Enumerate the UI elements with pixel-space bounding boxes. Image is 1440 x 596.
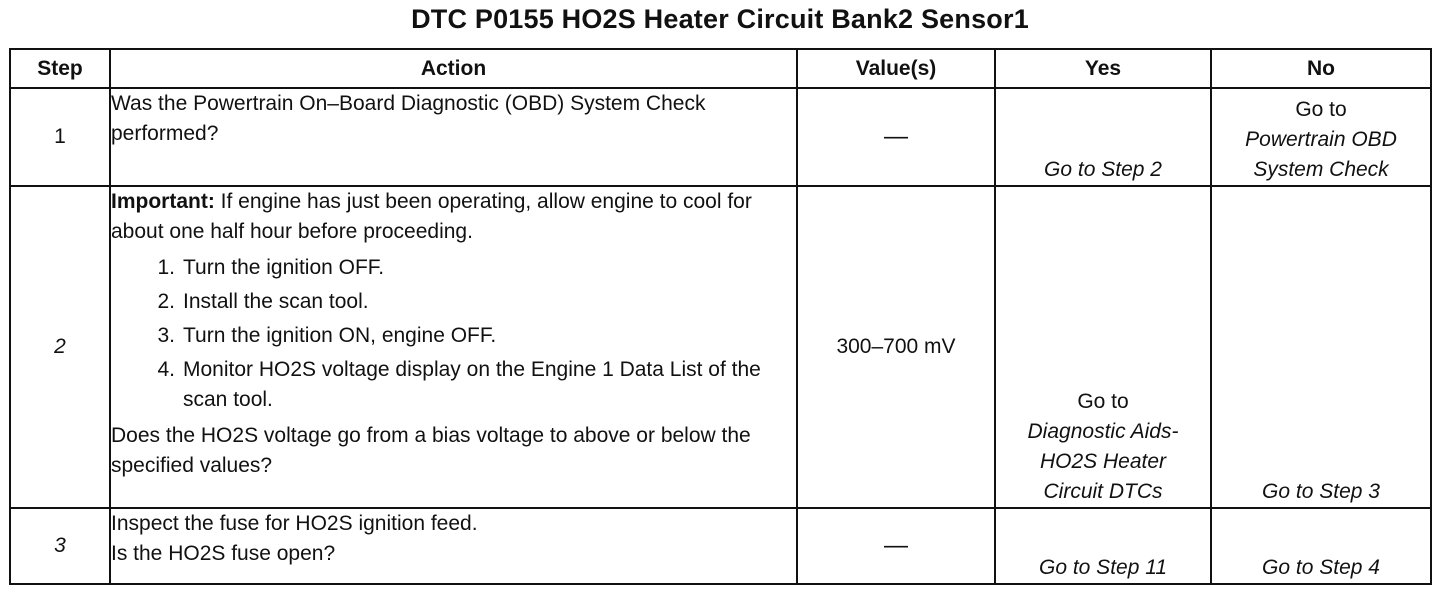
no-cell: Go to Step 3 (1211, 186, 1431, 508)
no-cell (1211, 88, 1431, 186)
value-cell (797, 508, 995, 584)
value-text: — (884, 531, 908, 559)
list-item (111, 253, 796, 283)
table-row (10, 88, 1431, 186)
question-text: Does the HO2S voltage go from a bias voltage to above or below the specified values? (111, 424, 751, 477)
no-text: Go to (1295, 98, 1347, 121)
yes-cell: Go to Step 11 (995, 508, 1211, 584)
action-cell (110, 186, 797, 508)
substep-number: 3. (157, 324, 175, 347)
list-item (111, 321, 796, 351)
step-number: 3 (10, 508, 110, 584)
substep-number: 4. (157, 358, 175, 381)
value-cell (797, 88, 995, 186)
action-cell (110, 508, 797, 584)
no-cell: Go to Step 4 (1211, 508, 1431, 584)
header-action: Action (110, 49, 797, 88)
yes-link: Diagnostic Aids- (1027, 420, 1179, 443)
step-number: 2 (10, 186, 110, 508)
important-label: Important: (111, 190, 215, 213)
header-step: Step (10, 49, 110, 88)
yes-link: Circuit DTCs (1043, 480, 1163, 503)
yes-cell: Go to Step 2 (995, 88, 1211, 186)
substep-text: Monitor HO2S voltage display on the Engine 1 Data List of the scan tool. (183, 358, 761, 411)
page-title: DTC P0155 HO2S Heater Circuit Bank2 Sensor1 (411, 4, 1029, 34)
action-cell: Was the Powertrain On–Board Diagnostic (OBD) System Check performed? (110, 88, 797, 186)
diagnostic-table (9, 48, 1432, 585)
header-values: Value(s) (797, 49, 995, 88)
value-text: — (884, 122, 908, 150)
no-link: Powertrain OBD (1245, 128, 1397, 151)
substep-number: 2. (157, 290, 175, 313)
substep-text: Turn the ignition ON, engine OFF. (183, 324, 497, 347)
yes-link: HO2S Heater (1039, 450, 1167, 473)
substep-text: Turn the ignition OFF. (183, 256, 385, 279)
table-row (10, 508, 1431, 584)
header-no: No (1211, 49, 1431, 88)
list-item (111, 355, 796, 415)
no-link: System Check (1253, 158, 1389, 181)
yes-cell (995, 186, 1211, 508)
action-text: Inspect the fuse for HO2S ignition feed. (111, 512, 478, 535)
yes-text: Go to (1077, 390, 1129, 413)
value-cell: 300–700 mV (797, 186, 995, 508)
important-text: If engine has just been operating, allow engine to cool for about one half hour before proceeding. (111, 190, 752, 243)
step-number: 1 (10, 88, 110, 186)
substep-list (111, 253, 796, 415)
important-note (111, 187, 796, 247)
header-row (10, 49, 1431, 88)
list-item (111, 287, 796, 317)
table-row (10, 186, 1431, 508)
substep-text: Install the scan tool. (183, 290, 369, 313)
substep-number: 1. (157, 256, 175, 279)
header-yes: Yes (995, 49, 1211, 88)
question-text: Is the HO2S fuse open? (111, 542, 336, 565)
